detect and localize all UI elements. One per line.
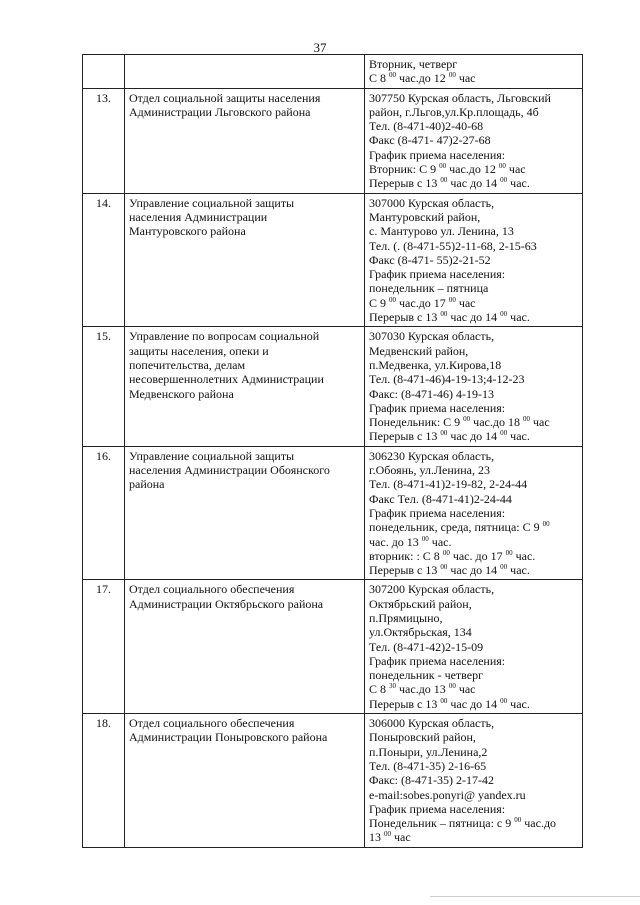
organization-name-line: Медвенского района bbox=[129, 386, 234, 401]
info-text: час.до 18 bbox=[470, 415, 523, 430]
info-line bbox=[369, 463, 578, 477]
info-text: Факс (8-471- 47)2-27-68 bbox=[369, 133, 491, 148]
info-text: 306000 Курская область, bbox=[369, 716, 495, 731]
info-text: График приема населения: bbox=[369, 267, 506, 282]
info-text: п.Медвенка, ул.Кирова,18 bbox=[369, 357, 502, 372]
info-line bbox=[369, 745, 578, 759]
organization-name-line: Отдел социального обеспечения bbox=[129, 582, 295, 597]
info-text: час. bbox=[507, 176, 530, 191]
info-text: район, г.Льгов,ул.Кр.площадь, 4б bbox=[369, 104, 539, 119]
info-text: Вторник: С 9 bbox=[369, 162, 440, 177]
info-text: График приема населения: bbox=[369, 147, 506, 162]
info-line bbox=[369, 344, 578, 358]
info-text: п.Прямицыно, bbox=[369, 610, 443, 625]
info-line bbox=[369, 506, 578, 520]
info-text: График приема населения: bbox=[369, 801, 506, 816]
info-text: Тел. (8-471-46)4-19-13;4-12-23 bbox=[369, 372, 525, 387]
info-line bbox=[369, 281, 578, 295]
info-text: Понедельник – пятница: с 9 bbox=[369, 816, 515, 831]
time-minutes: 00 bbox=[542, 520, 550, 529]
time-minutes: 00 bbox=[440, 696, 448, 705]
contact-info-cell bbox=[365, 88, 583, 193]
row-number: 18. bbox=[83, 714, 125, 848]
info-text: График приема населения: bbox=[369, 400, 506, 415]
info-text: час.до 17 bbox=[396, 295, 449, 310]
info-line bbox=[369, 449, 578, 463]
info-text: час.до 13 bbox=[396, 682, 449, 697]
info-line bbox=[369, 210, 578, 224]
scan-edge-line bbox=[430, 896, 640, 897]
info-line bbox=[369, 267, 578, 281]
info-text: час bbox=[505, 162, 526, 177]
info-text: час. bbox=[428, 534, 452, 549]
info-text: час до 14 bbox=[447, 176, 501, 191]
organization-name-cell bbox=[125, 446, 365, 580]
info-line bbox=[369, 802, 578, 816]
info-line bbox=[369, 730, 578, 744]
organization-name-line: Администрации Льговского района bbox=[129, 104, 311, 119]
info-line bbox=[369, 492, 578, 506]
info-line bbox=[369, 535, 578, 549]
info-line bbox=[369, 253, 578, 267]
info-line bbox=[369, 224, 578, 238]
organization-name-cell bbox=[125, 55, 365, 89]
page-number: 37 bbox=[313, 40, 327, 55]
info-text: час. bbox=[507, 563, 530, 578]
table-row-continuation bbox=[83, 55, 583, 89]
time-minutes: 00 bbox=[421, 534, 429, 543]
time-minutes: 00 bbox=[440, 563, 448, 572]
time-minutes: 30 bbox=[389, 682, 397, 691]
info-line bbox=[369, 759, 578, 773]
row-number: 14. bbox=[83, 193, 125, 327]
info-line bbox=[369, 654, 578, 668]
info-text: час.до bbox=[521, 816, 557, 831]
organization-name-line: Мантуровского района bbox=[129, 224, 246, 239]
organization-name-line: Управление по вопросам социальной bbox=[129, 329, 320, 344]
contact-info-cell bbox=[365, 193, 583, 327]
info-text: 307030 Курская область, bbox=[369, 329, 495, 344]
time-minutes: 00 bbox=[463, 415, 471, 424]
info-line bbox=[369, 196, 578, 210]
time-minutes: 00 bbox=[500, 176, 508, 185]
info-line bbox=[369, 372, 578, 386]
row-number: 17. bbox=[83, 580, 125, 714]
info-line bbox=[369, 329, 578, 343]
contact-info-cell bbox=[365, 446, 583, 580]
info-text: Факс: (8-471-46) 4-19-13 bbox=[369, 386, 494, 401]
contact-info-cell bbox=[365, 55, 583, 89]
organization-name-line: Отдел социальной защиты населения bbox=[129, 90, 321, 105]
table-row bbox=[83, 88, 583, 193]
info-text: 307750 Курская область, Льговский bbox=[369, 90, 551, 105]
info-text: час. bbox=[512, 548, 536, 563]
info-text: час bbox=[529, 415, 550, 430]
info-text: Вторник, четверг bbox=[369, 57, 458, 71]
info-text: Понедельник: С 9 bbox=[369, 415, 464, 430]
info-text: Факс Тел. (8-471-41)2-24-44 bbox=[369, 491, 512, 506]
info-text: 13 bbox=[369, 830, 384, 845]
info-line bbox=[369, 358, 578, 372]
info-text: Тел. (8-471-35) 2-16-65 bbox=[369, 758, 487, 773]
info-text: час до 14 bbox=[447, 696, 501, 711]
info-line bbox=[369, 563, 578, 577]
info-line bbox=[369, 310, 578, 324]
info-text: час.до 12 bbox=[396, 71, 449, 86]
info-line bbox=[369, 387, 578, 401]
info-text: Мантуровский район, bbox=[369, 209, 481, 224]
info-line bbox=[369, 682, 578, 696]
info-line bbox=[369, 71, 578, 85]
info-line bbox=[369, 148, 578, 162]
info-text: Перерыв с 13 bbox=[369, 429, 441, 444]
info-line bbox=[369, 611, 578, 625]
info-line bbox=[369, 788, 578, 802]
info-text: Медвенский район, bbox=[369, 343, 469, 358]
info-text: С 9 bbox=[369, 295, 390, 310]
info-line bbox=[369, 625, 578, 639]
row-number: 16. bbox=[83, 446, 125, 580]
organization-name-cell bbox=[125, 327, 365, 446]
info-line bbox=[369, 477, 578, 491]
time-minutes: 00 bbox=[448, 71, 456, 80]
organization-name-line: Отдел социального обеспечения bbox=[129, 716, 295, 731]
info-line bbox=[369, 582, 578, 596]
info-text: Поныровский район, bbox=[369, 730, 476, 745]
info-text: Октябрьский район, bbox=[369, 596, 472, 611]
time-minutes: 00 bbox=[500, 310, 508, 319]
info-line bbox=[369, 57, 578, 71]
info-line bbox=[369, 119, 578, 133]
time-minutes: 00 bbox=[514, 816, 522, 825]
info-line bbox=[369, 105, 578, 119]
info-line bbox=[369, 415, 578, 429]
table-row bbox=[83, 580, 583, 714]
info-text: час до 14 bbox=[447, 310, 501, 325]
time-minutes: 00 bbox=[442, 548, 450, 557]
time-minutes: 00 bbox=[448, 682, 456, 691]
info-line bbox=[369, 549, 578, 563]
time-minutes: 00 bbox=[505, 548, 513, 557]
table-row bbox=[83, 714, 583, 848]
info-text: час. bbox=[507, 310, 530, 325]
time-minutes: 00 bbox=[389, 295, 397, 304]
time-minutes: 00 bbox=[440, 310, 448, 319]
info-text: г.Обоянь, ул.Ленина, 23 bbox=[369, 463, 490, 478]
info-text: Тел. (8-471-41)2-19-82, 2-24-44 bbox=[369, 477, 528, 492]
time-minutes: 00 bbox=[389, 71, 397, 80]
info-text: Перерыв с 13 bbox=[369, 696, 441, 711]
time-minutes: 00 bbox=[522, 415, 530, 424]
info-text: Перерыв с 13 bbox=[369, 563, 441, 578]
info-line bbox=[369, 91, 578, 105]
info-text: Факс: (8-471-35) 2-17-42 bbox=[369, 773, 494, 788]
time-minutes: 00 bbox=[448, 295, 456, 304]
info-line bbox=[369, 816, 578, 830]
time-minutes: 00 bbox=[500, 696, 508, 705]
time-minutes: 00 bbox=[439, 162, 447, 171]
organization-name-cell bbox=[125, 714, 365, 848]
organization-name-cell bbox=[125, 193, 365, 327]
info-text: 307000 Курская область, bbox=[369, 195, 495, 210]
info-text: час. bbox=[507, 696, 530, 711]
info-line bbox=[369, 176, 578, 190]
row-number: 13. bbox=[83, 88, 125, 193]
contact-info-cell bbox=[365, 580, 583, 714]
organization-name-line: района bbox=[129, 477, 165, 492]
contact-info-cell bbox=[365, 327, 583, 446]
time-minutes: 00 bbox=[384, 830, 391, 839]
info-text: с. Мантурово ул. Ленина, 13 bbox=[369, 224, 514, 239]
info-text: час bbox=[455, 71, 476, 86]
info-text: понедельник - четверг bbox=[369, 668, 484, 683]
info-line bbox=[369, 640, 578, 654]
info-text: Факс (8-471- 55)2-21-52 bbox=[369, 252, 491, 267]
info-text: час до 14 bbox=[447, 563, 501, 578]
info-line bbox=[369, 697, 578, 711]
info-text: вторник: : С 8 bbox=[369, 548, 443, 563]
contact-info-cell bbox=[365, 714, 583, 848]
info-line bbox=[369, 773, 578, 787]
info-line bbox=[369, 716, 578, 730]
info-text: час bbox=[455, 295, 476, 310]
info-line bbox=[369, 401, 578, 415]
info-text: понедельник – пятница bbox=[369, 281, 489, 296]
info-text: час. до 13 bbox=[369, 534, 422, 549]
time-minutes: 00 bbox=[500, 429, 508, 438]
table-row bbox=[83, 327, 583, 446]
organization-name-line: Управление социальной защиты bbox=[129, 448, 295, 463]
info-text: час bbox=[455, 682, 476, 697]
info-line bbox=[369, 597, 578, 611]
organization-name-line: попечительства, делам bbox=[129, 357, 246, 372]
info-text: С 8 bbox=[369, 71, 390, 86]
info-text: час bbox=[391, 830, 411, 845]
organization-name-cell bbox=[125, 580, 365, 714]
time-minutes: 00 bbox=[440, 429, 448, 438]
time-minutes: 00 bbox=[500, 563, 508, 572]
organization-name-line: несовершеннолетних Администрации bbox=[129, 372, 324, 387]
info-text: Тел. (. (8-471-55)2-11-68, 2-15-63 bbox=[369, 238, 537, 253]
organization-name-line: населения Администрации bbox=[129, 209, 268, 224]
info-text: ул.Октябрьская, 134 bbox=[369, 625, 472, 640]
info-line bbox=[369, 133, 578, 147]
table-row bbox=[83, 193, 583, 327]
info-text: 306230 Курская область, bbox=[369, 448, 495, 463]
info-text: Тел. (8-471-42)2-15-09 bbox=[369, 639, 484, 654]
info-line bbox=[369, 830, 578, 844]
info-text: С 8 bbox=[369, 682, 390, 697]
info-text: e-mail:sobes.ponyri@ yandex.ru bbox=[369, 787, 526, 802]
organization-name-cell bbox=[125, 88, 365, 193]
info-line bbox=[369, 239, 578, 253]
info-text: час. bbox=[507, 429, 530, 444]
table-row bbox=[83, 446, 583, 580]
info-line bbox=[369, 429, 578, 443]
organization-name-line: Управление социальной защиты bbox=[129, 195, 295, 210]
organization-name-line: населения Администрации Обоянского bbox=[129, 463, 330, 478]
info-text: час до 14 bbox=[447, 429, 501, 444]
info-text: 307200 Курская область, bbox=[369, 582, 495, 597]
info-text: понедельник, среда, пятница: С 9 bbox=[369, 520, 543, 535]
social-protection-table bbox=[82, 54, 583, 848]
info-line bbox=[369, 296, 578, 310]
info-line bbox=[369, 520, 578, 534]
info-text: час. до 17 bbox=[449, 548, 506, 563]
info-text: Тел. (8-471-40)2-40-68 bbox=[369, 119, 484, 134]
organization-name-line: Администрации Поныровского района bbox=[129, 730, 328, 745]
info-text: График приема населения: bbox=[369, 653, 506, 668]
info-text: час.до 12 bbox=[446, 162, 499, 177]
info-text: График приема населения: bbox=[369, 505, 506, 520]
time-minutes: 00 bbox=[498, 162, 506, 171]
info-text: Перерыв с 13 bbox=[369, 310, 441, 325]
row-number: 15. bbox=[83, 327, 125, 446]
info-line bbox=[369, 668, 578, 682]
info-text: Перерыв с 13 bbox=[369, 176, 441, 191]
time-minutes: 00 bbox=[440, 176, 448, 185]
info-text: п.Поныри, ул.Ленина,2 bbox=[369, 744, 488, 759]
row-number-cell bbox=[83, 55, 125, 89]
organization-name-line: Администрации Октябрьского района bbox=[129, 596, 324, 611]
organization-name-line: защиты населения, опеки и bbox=[129, 343, 269, 358]
info-line bbox=[369, 162, 578, 176]
